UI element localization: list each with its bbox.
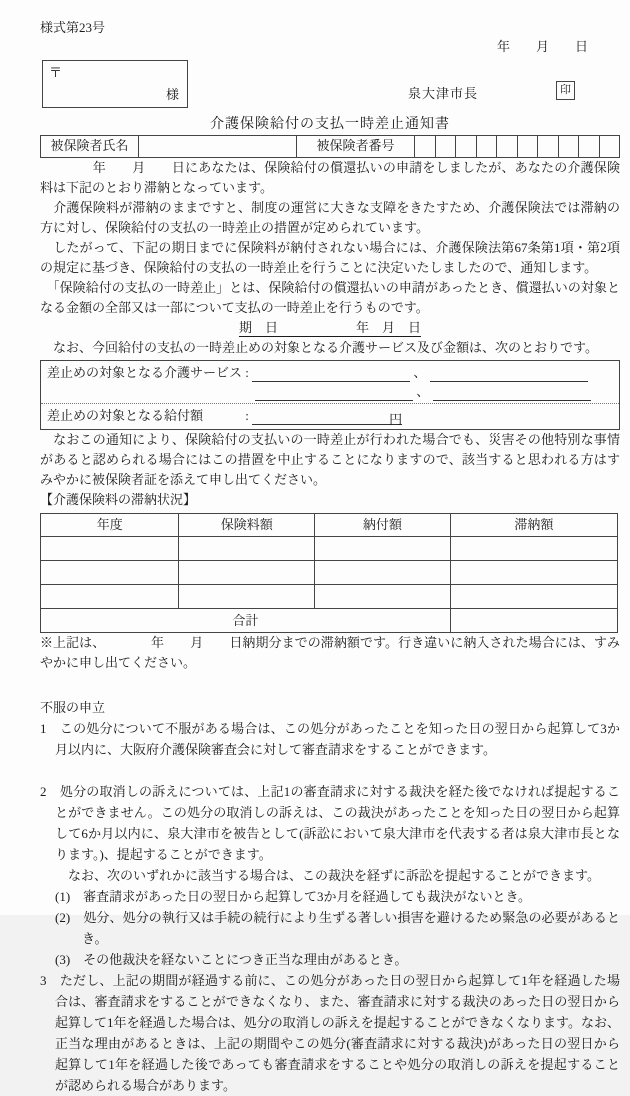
arrears-cell[interactable] xyxy=(41,561,179,585)
separator-comma: 、 xyxy=(413,365,427,380)
deadline-text[interactable]: 期 日 年 月 日 xyxy=(238,320,421,335)
paragraph-target-intro: なお、今回給付の支払の一時差止めの対象となる介護サービス及び金額は、次のとおりです。 xyxy=(40,340,598,355)
insured-number-box[interactable] xyxy=(600,136,621,157)
arrears-cell[interactable] xyxy=(315,585,451,609)
insured-number-boxes xyxy=(415,136,620,157)
arrears-row xyxy=(41,585,618,609)
arrears-cell[interactable] xyxy=(450,561,617,585)
arrears-cell[interactable] xyxy=(41,585,179,609)
appeal-subitem-1: (1) 審査請求があった日の翌日から起算して3か月を経過しても裁決がないとき。 xyxy=(55,889,532,904)
insured-number-box[interactable] xyxy=(518,136,539,157)
form-number: 様式第23号 xyxy=(40,20,106,35)
appeal-subitem-3: (3) その他裁決を経ないことにつき正当な理由があるとき。 xyxy=(55,952,408,967)
addressee-box[interactable] xyxy=(42,60,188,108)
arrears-column-header: 納付額 xyxy=(315,514,451,537)
address-sender-block xyxy=(40,60,620,116)
arrears-column-header: 年度 xyxy=(41,514,179,537)
insured-number-box[interactable] xyxy=(456,136,477,157)
amount-label: 差止めの対象となる給付額 : xyxy=(47,408,249,423)
appeal-item-2-note: なお、次のいずれかに該当する場合は、この裁決を経ずに訴訟を提起することができます。 xyxy=(55,868,600,883)
arrears-cell[interactable] xyxy=(41,537,179,561)
insured-number-box[interactable] xyxy=(415,136,436,157)
service-blank-2[interactable] xyxy=(430,367,588,382)
deadline-line xyxy=(40,318,620,338)
paragraph-cancellation-notice: なおこの通知により、保険給付の支払いの一時差止が行われた場合でも、災害その他特別な事情があると認められる場合にはこの措置を中止することになりますので、該当すると思われる方はすみやかに被保険者証を添えて申し出てください。 xyxy=(40,432,620,487)
arrears-status-heading: 【介護保険料の滞納状況】 xyxy=(40,492,197,507)
paragraph-definition: 「保険給付の支払の一時差止」とは、保険給付の償還払いの申請があったとき、償還払いの対象となる金額の全部又は一部について支払の一時差止を行うものです。 xyxy=(40,280,620,315)
service-label: 差止めの対象となる介護サービス : xyxy=(47,365,249,380)
service-blank-1[interactable] xyxy=(252,367,410,382)
insured-name-field[interactable] xyxy=(139,136,297,157)
appeal-heading: 不服の申立 xyxy=(40,700,106,715)
separator-comma: 、 xyxy=(416,384,430,399)
arrears-cell[interactable] xyxy=(315,561,451,585)
service-blank-4[interactable] xyxy=(433,386,591,401)
arrears-table-body xyxy=(41,514,618,633)
paragraph-application: 年 月 日にあなたは、保険給付の償還払いの申請をしましたが、あなたの介護保険料は下記のとおり滞納となっています。 xyxy=(40,160,620,195)
insured-number-box[interactable] xyxy=(559,136,580,157)
insured-number-box[interactable] xyxy=(538,136,559,157)
insured-number-label: 被保険者番号 xyxy=(297,136,415,157)
arrears-total-row xyxy=(41,609,618,633)
service-row-2 xyxy=(47,382,613,401)
insured-number-box[interactable] xyxy=(477,136,498,157)
service-blank-3[interactable] xyxy=(255,386,413,401)
paragraph-arrears-explanation: 介護保険料が滞納のままですと、制度の運営に大きな支障をきたすため、介護保険法では滞納の方に対し、保険給付の支払の一時差止の措置が定められています。 xyxy=(40,200,620,235)
arrears-row xyxy=(41,537,618,561)
service-row-1 xyxy=(47,363,613,382)
appeal-section xyxy=(40,697,620,1096)
postal-mark: 〒 xyxy=(49,65,63,80)
yen-unit: 円 xyxy=(389,412,403,427)
insured-name-label: 被保険者氏名 xyxy=(41,136,139,157)
arrears-row xyxy=(41,561,618,585)
arrears-cell[interactable] xyxy=(450,537,617,561)
arrears-cell[interactable] xyxy=(179,585,315,609)
sender-name: 泉大津市長 xyxy=(408,86,479,101)
arrears-column-header: 滞納額 xyxy=(450,514,617,537)
note-paragraph: ※上記は、 年 月 日納期分までの滞納額です。行き違いに納入された場合には、すみやかに申し出てください。 xyxy=(40,635,620,670)
issue-date-line: 年 月 日 xyxy=(496,39,588,54)
appeal-subitem-2: (2) 処分、処分の執行又は手続の続行により生ずる著しい損害を避けるため緊急の必要があるとき。 xyxy=(55,910,620,946)
insured-number-box[interactable] xyxy=(497,136,518,157)
addressee-honorific: 様 xyxy=(165,87,179,102)
suspension-target-box xyxy=(40,360,620,430)
insured-number-box[interactable] xyxy=(436,136,457,157)
arrears-total-value[interactable] xyxy=(450,609,617,633)
insured-info-row xyxy=(40,135,620,158)
insured-number-box[interactable] xyxy=(579,136,600,157)
arrears-table xyxy=(40,513,618,633)
amount-row xyxy=(41,403,619,425)
arrears-cell[interactable] xyxy=(315,537,451,561)
arrears-total-label: 合計 xyxy=(41,609,451,633)
arrears-column-header: 保険料額 xyxy=(179,514,315,537)
arrears-cell[interactable] xyxy=(450,585,617,609)
appeal-item-3: 3 ただし、上記の期間が経過する前に、この処分があった日の翌日から起算して1年を経過した場合は、審査請求をすることができなくなり、また、審査請求に対する裁決のあった日の翌日から起算して1年を経過した場合は、処分の取消しの訴えを提起することができなくなります。なお、正当な理由があるときは、上記の期間やこの処分(審査請求に対する裁決)があった日の翌日から起算して1年を経過した後であっても審査請求をすることや処分の取消しの訴えを提起することが認められる場合があります。 xyxy=(40,973,620,1093)
official-seal: 印 xyxy=(556,81,575,100)
arrears-cell[interactable] xyxy=(179,537,315,561)
arrears-cell[interactable] xyxy=(179,561,315,585)
paragraph-decision: したがって、下記の期日までに保険料が納付されない場合には、介護保険法第67条第1項・第2項の規定に基づき、保険給付の支払の一時差止を行うことに決定いたしましたので、通知します。 xyxy=(40,240,620,275)
page-title: 介護保険給付の支払一時差止通知書 xyxy=(210,117,450,132)
amount-blank[interactable] xyxy=(252,410,402,425)
appeal-item-1: 1 この処分について不服がある場合は、この処分があったことを知った日の翌日から起算して3か月以内に、大阪府介護保険審査会に対して審査請求をすることができます。 xyxy=(40,721,620,757)
appeal-item-2: 2 処分の取消しの訴えについては、上記1の審査請求に対する裁決を経た後でなければ提起することができません。この処分の取消しの訴えは、この裁決があったことを知った日の翌日から起算して6か月以内に、泉大津市を被告として(訴訟において泉大津市を代表する者は泉大津市長となります。)、提起することができます。 xyxy=(40,784,620,862)
